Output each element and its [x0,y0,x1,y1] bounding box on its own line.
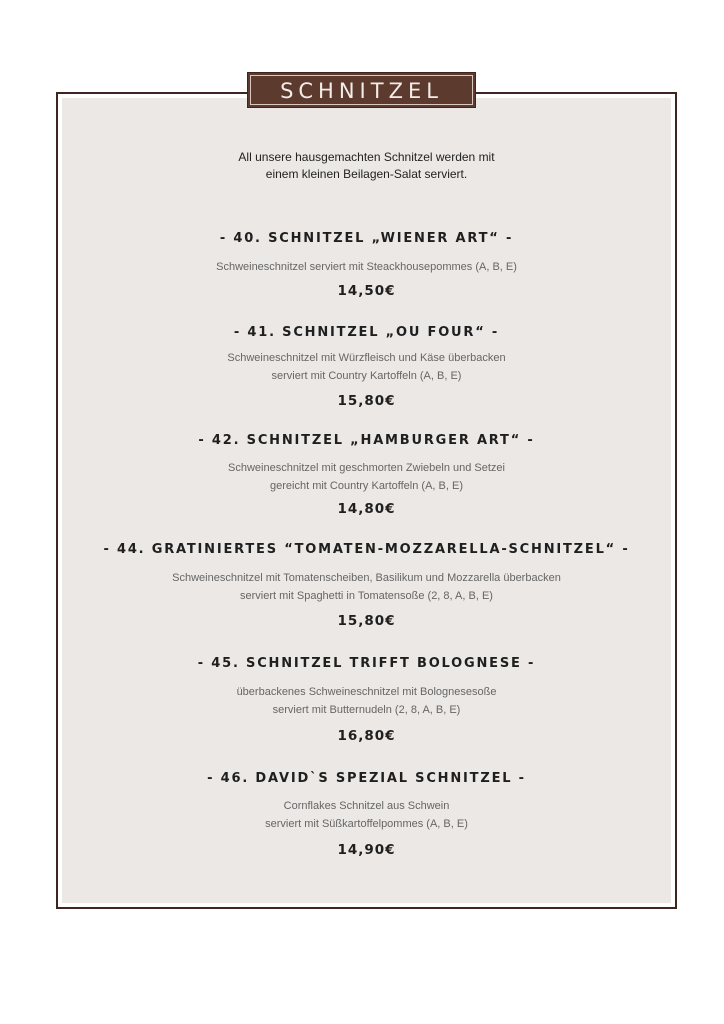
intro-text [62,149,671,183]
intro-line: All unsere hausgemachten Schnitzel werden mit [238,150,495,164]
section-title: SCHNITZEL [280,79,443,103]
item-name: - 42. SCHNITZEL „HAMBURGER ART“ - [198,433,535,448]
desc-line: Schweineschnitzel serviert mit Steackhousepommes (A, B, E) [216,261,517,273]
desc-line: serviert mit Spaghetti in Tomatensoße (2, 8, A, B, E) [240,589,493,602]
item-description [62,570,671,605]
desc-line: Cornflakes Schnitzel aus Schwein [283,800,450,812]
item-name: - 46. DAVID`S SPEZIAL SCHNITZEL - [207,771,526,786]
item-description [62,684,671,719]
desc-line: überbackenes Schweineschnitzel mit Bolognesesoße [236,686,497,698]
item-price: 16,80€ [337,728,396,744]
item-description [62,460,671,495]
item-description [62,798,671,833]
item-price: 14,90€ [337,842,396,858]
item-price: 14,80€ [337,501,396,517]
item-description [62,259,671,277]
desc-line: Schweineschnitzel mit geschmorten Zwiebeln und Setzei [228,462,505,474]
item-price: 14,50€ [337,283,396,299]
item-name: - 45. SCHNITZEL TRIFFT BOLOGNESE - [197,656,536,671]
item-name: - 40. SCHNITZEL „WIENER ART“ - [219,231,514,246]
item-name: - 41. SCHNITZEL „OU FOUR“ - [233,325,500,340]
item-description [62,350,671,385]
desc-line: gereicht mit Country Kartoffeln (A, B, E) [270,479,463,492]
intro-line: einem kleinen Beilagen-Salat serviert. [265,167,468,181]
desc-line: serviert mit Country Kartoffeln (A, B, E) [271,369,462,382]
desc-line: Schweineschnitzel mit Tomatenscheiben, Basilikum und Mozzarella überbacken [172,572,561,584]
item-price: 15,80€ [337,393,396,409]
item-price: 15,80€ [337,613,396,629]
section-title-box [247,72,476,108]
item-name: - 44. GRATINIERTES “TOMATEN-MOZZARELLA-SCHNITZEL“ - [103,542,630,557]
desc-line: Schweineschnitzel mit Würzfleisch und Käse überbacken [227,352,506,364]
desc-line: serviert mit Süßkartoffelpommes (A, B, E) [265,817,468,830]
desc-line: serviert mit Butternudeln (2, 8, A, B, E) [272,703,461,716]
